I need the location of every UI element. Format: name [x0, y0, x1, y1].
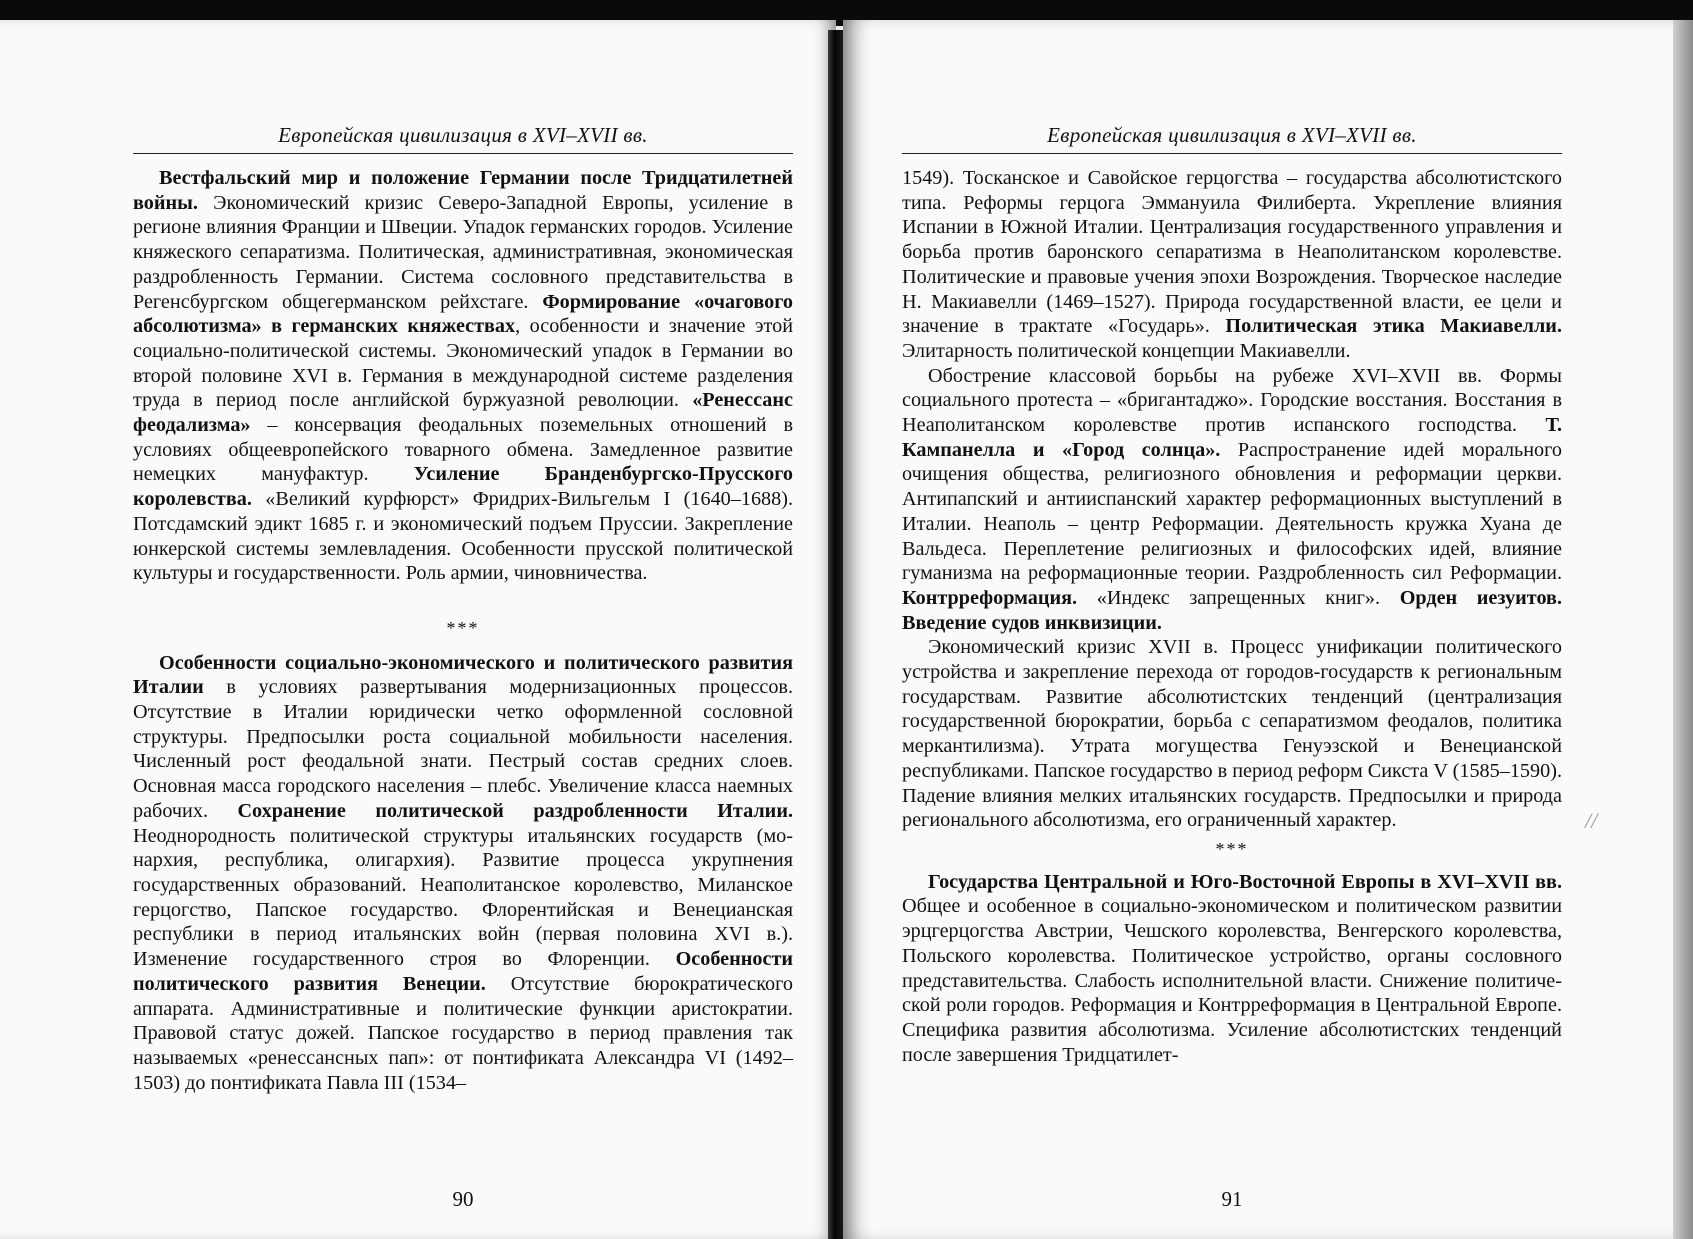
text-run: Распространение идей морального очищения общества, религиозного обновления и реформации церкви. Антипапский и антииспанский характер реформационных выступлений в Италии. Неаполь – центр Реформации. Деятельность кружка Хуана де Вальдеса. Переплетение религиозных и философских идей, влияние гуманизма на реформационные теории. Раздробленность сил Реформации.	[902, 438, 1562, 585]
bold-phrase: Государства Центральной и Юго-Восточной Европы в XVI–XVII вв.	[928, 870, 1562, 893]
text-run: Неоднородность политической структуры итальянских государств (монархия, республика, олигархия). Развитие процесса укрупнения государственных образований. Неаполитанское королевство, Миланское герцогство, Папское государство. Флорентийская и Венецианская республики в период итальянских войн (первая половина XVI в.). Изменение государственного строя во Флоренции.	[133, 824, 793, 971]
left-page	[0, 20, 836, 1239]
text-run: Экономический кризис Северо-Западной Европы, усиление в регионе влияния Франции и Швеции. Упадок германских городов. Усиление княжеского сепаратизма. Политическая, административная, экономическая раздробленность Германии. Система сословного представительства в Регенсбургском общегерманском рейхстаге.	[133, 191, 793, 313]
bold-phrase: Формирование «очагового абсолютизма» в германских княжествах	[133, 290, 793, 338]
book-gutter	[828, 30, 843, 1239]
right-page-number: 91	[1221, 1187, 1243, 1211]
paragraph-class-struggle	[902, 364, 1562, 636]
text-run: «Великий курфюрст» Фридрих-Вильгельм I (1640–1688). Потсдамский эдикт 1685 г. и экономический подъем Пруссии. Закрепление юнкерской системы землевладения. Особенности прусской политической культуры и государственности. Роль армии, чиновничества.	[133, 488, 793, 585]
text-run: 1549). Тосканское и Савойское герцогства – государства абсолютистского типа. Реформы герцога Эммануила Филиберта. Укрепление влияния Испании в Южной Италии. Централизация государственного управления и борьба против баронского сепаратизма в Неаполитанском королевстве. Политические и правовые учения эпохи Возрождения. Творческое наследие Н. Макиавелли (1469–1527). Природа государственной власти, ее цели и значение в трактате «Государь».	[902, 167, 1562, 338]
left-running-head: Европейская цивилизация в XVI–XVII вв.	[133, 118, 793, 154]
text-run: Общее и особенное в социально-экономическом и политическом развитии эрцгерцогства Австрии, Чешского королевства, Венгерского королевства, Польского королевства. Политическое устройство, органы сословного представительства. Слабость исполнительной власти. Снижение политической роли городов. Реформация и Контрреформация в Центральной Европе. Специфика развития абсолютизма. Усиление абсолютистских тенденций после завершения Тридцатилет-	[902, 895, 1562, 1066]
bold-phrase: Усиление Бранденбургско-Прусского королевства.	[133, 463, 793, 511]
text-run: Обострение классовой борьбы на рубеже XVI–XVII вв. Формы социального протеста – «бригантаджо». Городские восстания. Восстания в Неаполитанском королевстве против испанского господства.	[902, 364, 1562, 437]
bold-phrase: «Ренессанс феодализма»	[133, 389, 793, 437]
bold-phrase: Особенности социально-экономического и политического развития Италии	[133, 651, 793, 699]
margin-pencil-mark: //	[1585, 808, 1598, 833]
bold-phrase: Вестфальский мир и положение Германии после Тридцатилетней войны.	[133, 167, 793, 214]
paragraph-westphalia	[133, 166, 793, 586]
bold-phrase: Т. Кампанелла и «Город солнца».	[902, 414, 1562, 461]
bold-phrase: Политическая этика Макиавелли.	[1225, 315, 1562, 338]
text-run: , особенности и значение этой социально-политической системы. Экономический упадок в Германии во второй половине XVI в. Германия в международной системе разделения труда в период после английской буржуазной революции.	[133, 315, 793, 412]
paragraph-economic-crisis: Экономический кризис XVII в. Процесс унификации политического устройства и закрепление перехода от городов-государств к региональным государствам. Развитие абсолютистских тенденций (централизация государственной бюрократии, борьба с сепаратизмом феодалов, политика меркантилизма). Утрата могущества Генуэзской и Венецианской республиками. Папское государство в период реформ Сикста V (1585–1590). Падение влияния мелких итальянских государств. Предпосылки и природа регионального абсолютизма, его ограниченный характер.	[902, 636, 1562, 832]
left-page-number: 90	[452, 1187, 474, 1211]
bold-phrase: Особенности политического развития Венеции.	[133, 948, 793, 995]
text-run: Отсутствие бюрократического аппарата. Административные и политические функции аристократии. Правовой статус дожей. Папское государство в период правления так называемых «ренессансных пап»: от понтификата Александра VI (1492–1503) до понтификата Павла III (1534–	[133, 972, 793, 1094]
right-page	[843, 20, 1673, 1239]
bold-phrase: Сохранение политической раздробленности Италии.	[237, 799, 793, 822]
right-running-head: Европейская цивилизация в XVI–XVII вв.	[902, 118, 1562, 154]
text-run: Элитарность политической концепции Макиавелли.	[902, 339, 1351, 362]
paragraph-central-europe	[902, 870, 1562, 1068]
paragraph-continuation	[902, 166, 1562, 364]
text-run: в условиях развертывания модернизационных процессов. Отсутствие в Италии юридически четко оформленной сословной структуры. Предпосылки роста социальной мобильности населения. Численный рост феодальной знати. Пестрый состав средних слоев. Основная масса городского населения – плебс. Увеличение класса наемных рабочих.	[133, 676, 793, 822]
section-divider-stars: ***	[1215, 838, 1249, 859]
left-body-text	[133, 166, 793, 1095]
section-divider-stars: ***	[446, 617, 480, 638]
right-body-text	[902, 166, 1562, 1067]
page-edge-shadow	[1673, 20, 1693, 1239]
text-run: «Индекс запрещенных книг».	[1077, 586, 1400, 609]
bold-phrase: Орден иезуитов. Введение судов инквизиции.	[902, 586, 1562, 634]
bold-phrase: Контрреформация.	[902, 586, 1078, 609]
text-run: – консервация феодальных поземельных отношений в условиях общеевропейского товарного обмена. Замедленное развитие немецких мануфактур.	[133, 414, 793, 486]
paragraph-italy	[133, 651, 793, 1096]
